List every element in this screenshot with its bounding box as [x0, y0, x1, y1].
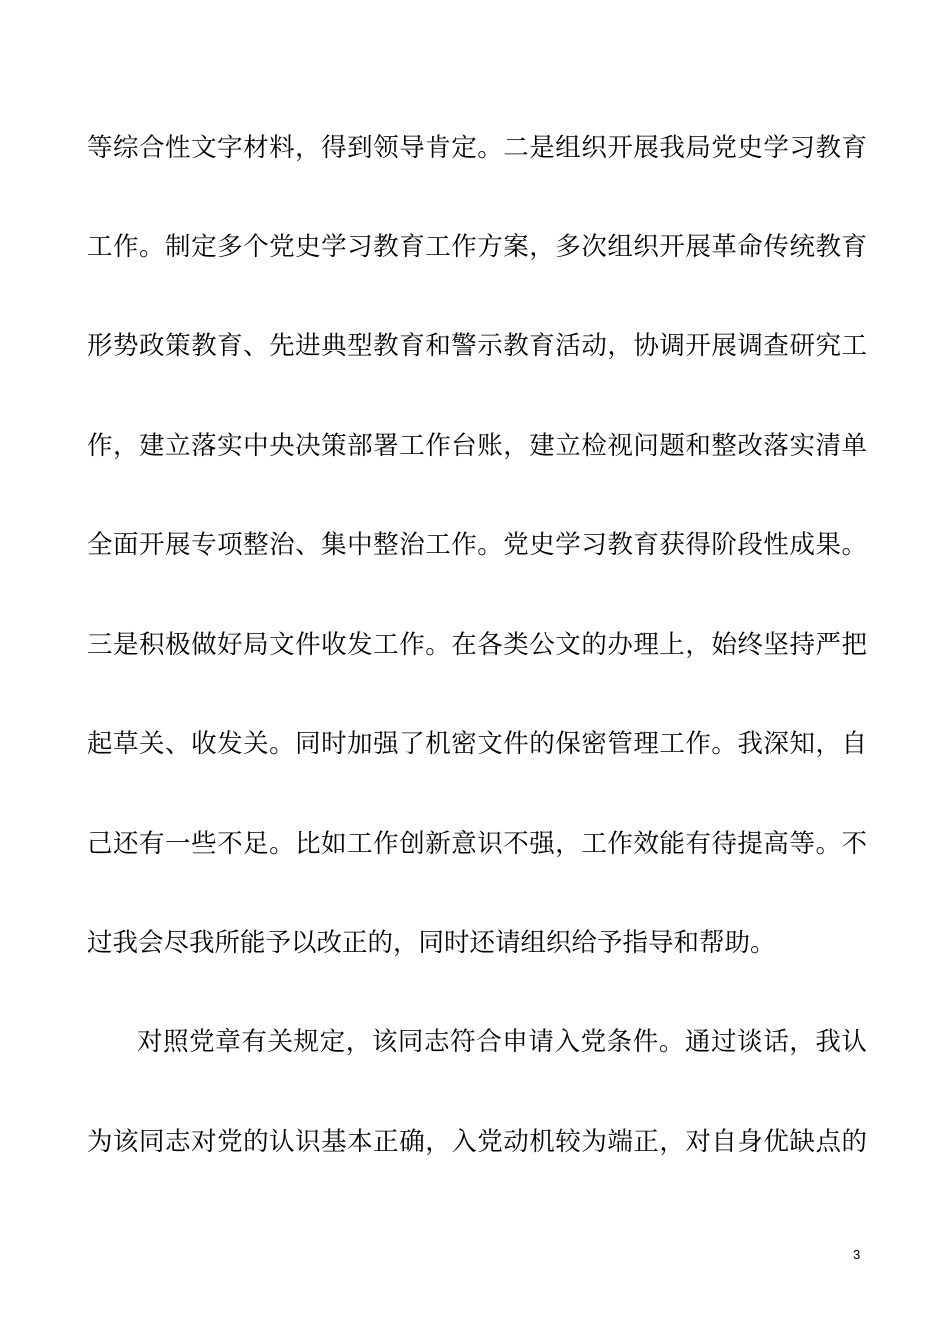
- text-line-8: 己还有一些不足。比如工作创新意识不强，工作效能有待提高等。不: [87, 829, 867, 859]
- text-line-6: 三是积极做好局文件收发工作。在各类公文的办理上，始终坚持严把: [87, 630, 867, 660]
- text-line-9: 过我会尽我所能予以改正的，同时还请组织给予指导和帮助。: [87, 928, 776, 958]
- text-line-7: 起草关、收发关。同时加强了机密文件的保密管理工作。我深知，自: [87, 729, 867, 759]
- text-line-11: 为该同志对党的认识基本正确，入党动机较为端正，对自身优缺点的: [87, 1127, 867, 1157]
- text-line-4: 作，建立落实中央决策部署工作台账，建立检视问题和整改落实清单: [87, 431, 867, 461]
- text-line-10: 对照党章有关规定，该同志符合申请入党条件。通过谈话，我认: [137, 1027, 867, 1057]
- text-line-5: 全面开展专项整治、集中整治工作。党史学习教育获得阶段性成果。: [87, 530, 867, 560]
- text-line-3: 形势政策教育、先进典型教育和警示教育活动，协调开展调查研究工: [87, 331, 867, 361]
- text-line-2: 工作。制定多个党史学习教育工作方案，多次组织开展革命传统教育: [87, 232, 867, 262]
- text-line-1: 等综合性文字材料，得到领导肯定。二是组织开展我局党史学习教育: [87, 133, 867, 163]
- page-number: 3: [853, 1247, 861, 1262]
